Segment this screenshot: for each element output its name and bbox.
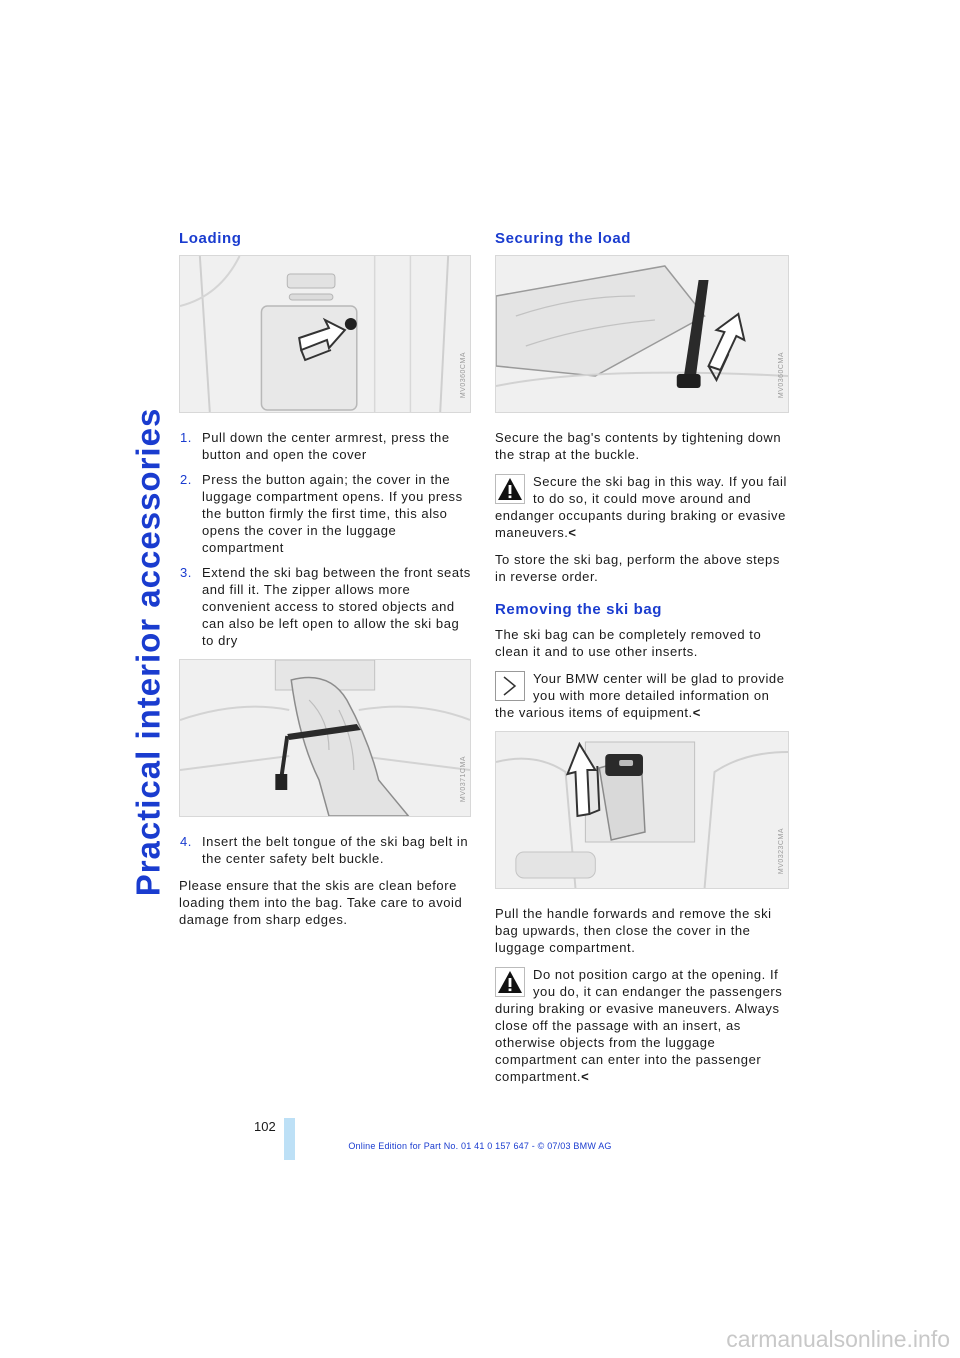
- step-item: [179, 471, 471, 556]
- step-number: 2.: [180, 472, 192, 487]
- steps-list-continued: [179, 833, 471, 867]
- right-column: [495, 230, 789, 1095]
- footer-edition: Online Edition for Part No. 01 41 0 157 647 - © 07/03 BMW AG: [348, 1141, 612, 1151]
- warning-icon: [495, 967, 525, 997]
- cleaning-paragraph: Please ensure that the skis are clean before loading them into the bag. Take care to avoid damage from sharp edges.: [179, 878, 463, 927]
- pull-handle-paragraph: Pull the handle forwards and remove the ski bag upwards, then close the cover in the luggage compartment.: [495, 906, 772, 955]
- step-text: Pull down the center armrest, press the button and open the cover: [202, 430, 450, 462]
- side-title: [118, 232, 178, 1072]
- figure-code: MV0323CMA: [778, 827, 785, 874]
- step-text: Press the button again; the cover in the luggage compartment opens. If you press the button firmly the first time, this also opens the cover in the luggage compartment: [202, 472, 463, 555]
- end-mark: <: [692, 705, 701, 720]
- warning-note: [495, 966, 789, 1085]
- left-column: [179, 230, 471, 938]
- warning-text: Do not position cargo at the opening. If you do, it can endanger the passengers during braking or evasive maneuvers. Always close off the passage with an insert, as otherwise objects from the luggage compartment can enter into the passenger compartment.: [495, 967, 783, 1084]
- step-text: Insert the belt tongue of the ski bag belt in the center safety belt buckle.: [202, 834, 469, 866]
- figure-code: MV0360CMA: [460, 351, 467, 398]
- ski-bag-belt-illustration: [180, 660, 470, 816]
- end-mark: <: [581, 1069, 590, 1084]
- step-text: Extend the ski bag between the front seats and fill it. The zipper allows more convenient access to stored objects and can also be left open to allow the ski bag to dry: [202, 565, 471, 648]
- side-title-text: Practical interior accessories: [129, 407, 167, 897]
- figure-ski-bag-belt: [179, 659, 471, 817]
- page-bar: [284, 1118, 295, 1160]
- watermark: carmanualsonline.info: [726, 1326, 950, 1352]
- step-item: [179, 564, 471, 649]
- note-arrow-icon: [495, 671, 525, 701]
- store-paragraph: To store the ski bag, perform the above steps in reverse order.: [495, 552, 780, 584]
- warning-icon: [495, 474, 525, 504]
- figure-strap-buckle: [495, 255, 789, 413]
- figure-armrest-button: [179, 255, 471, 413]
- end-mark: <: [568, 525, 577, 540]
- tighten-paragraph: Secure the bag's contents by tightening down the strap at the buckle.: [495, 430, 782, 462]
- step-item: [179, 429, 471, 463]
- step-number: 3.: [180, 565, 192, 580]
- note-text: Your BMW center will be glad to provide you with more detailed information on the various items of equipment.: [495, 671, 785, 720]
- heading-securing-load: Securing the load: [495, 230, 632, 247]
- step-number: 4.: [180, 834, 192, 849]
- figure-code: MV0360CMA: [778, 351, 785, 398]
- warning-note: [495, 473, 789, 541]
- step-number: 1.: [180, 430, 192, 445]
- step-item: [179, 833, 471, 867]
- strap-buckle-illustration: [496, 256, 788, 412]
- warning-text: Secure the ski bag in this way. If you fail to do so, it could move around and endanger occupants during braking or evasive maneuvers.: [495, 474, 787, 540]
- armrest-illustration: [180, 256, 470, 412]
- heading-removing-ski-bag: Removing the ski bag: [495, 601, 663, 618]
- info-note: [495, 670, 789, 721]
- remove-handle-illustration: [496, 732, 788, 888]
- figure-remove-handle: [495, 731, 789, 889]
- steps-list: [179, 429, 471, 649]
- remove-paragraph: The ski bag can be completely removed to clean it and to use other inserts.: [495, 627, 762, 659]
- heading-loading: Loading: [179, 230, 242, 247]
- figure-code: MV0371CMA: [460, 755, 467, 802]
- page-number: 102: [254, 1119, 276, 1134]
